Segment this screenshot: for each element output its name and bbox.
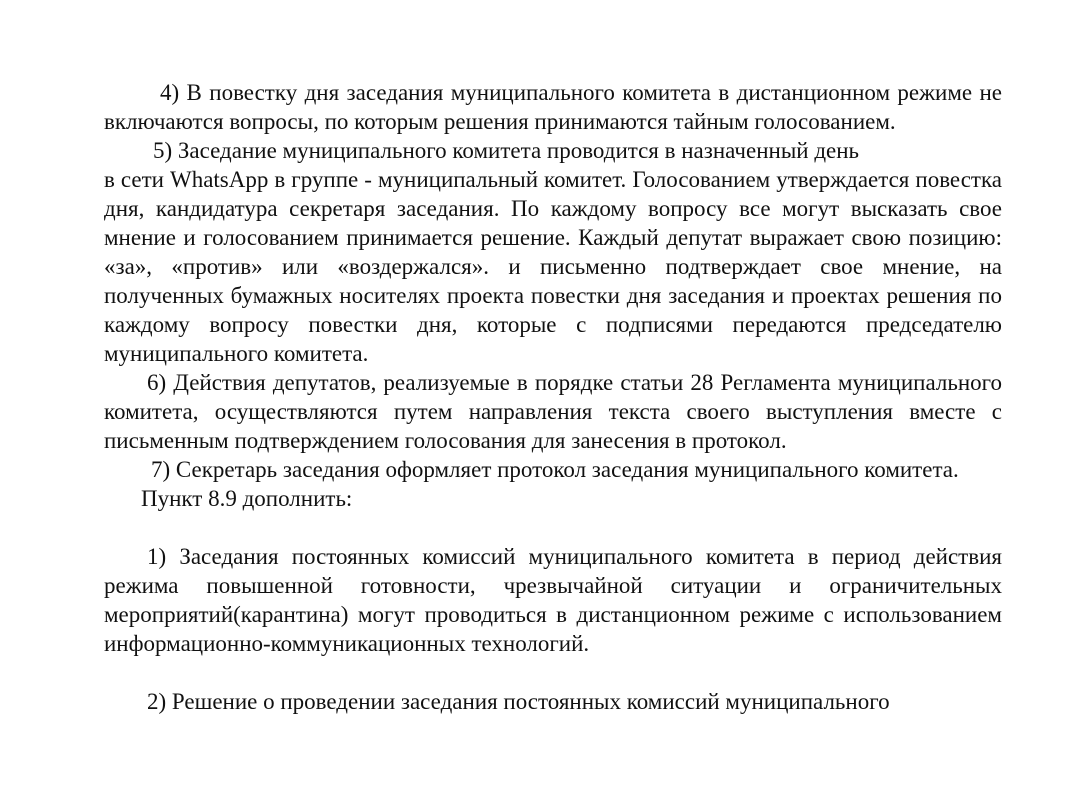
paragraph-4: 4) В повестку дня заседания муниципального комитета в дистанционном режиме не включаются вопросы, по которым решения принимаются тайным голосованием. [104, 80, 1002, 134]
paragraph-spacer [104, 513, 1002, 542]
paragraph-2: 2) Решение о проведении заседания постоянных комиссий муниципального [147, 689, 890, 714]
document-body [104, 78, 1002, 716]
paragraph-1: 1) Заседания постоянных комиссий муниципального комитета в период действия режима повышенной готовности, чрезвычайной ситуации и ограничительных мероприятий(карантина) могут проводиться в дистанционном режиме с использованием информационно-коммуникационных технологий. [104, 544, 1002, 656]
paragraph-8-9-heading: Пункт 8.9 дополнить: [141, 486, 353, 511]
paragraph-5-first-line: 5) Заседание муниципального комитета проводится в назначенный день [153, 138, 860, 163]
paragraph-spacer [104, 658, 1002, 687]
paragraph-6: 6) Действия депутатов, реализуемые в порядке статьи 28 Регламента муниципального комитета, осуществляются путем направления текста своего выступления вместе с письменным подтверждением голосования для занесения в протокол. [104, 370, 1002, 453]
paragraph-5: в сети WhatsApp в группе - муниципальный комитет. Голосованием утверждается повестка дня, кандидатура секретаря заседания. По каждому вопросу все могут высказать свое мнение и голосованием принимается решение. Каждый депутат выражает свою позицию: «за», «против» или «воздержался». и письменно подтверждает свое мнение, на полученных бумажных носителях проекта повестки дня заседания и проектах решения по каждому вопросу повестки дня, которые с подписями передаются председателю муниципального комитета. [104, 167, 1002, 366]
paragraph-7: 7) Секретарь заседания оформляет протокол заседания муниципального комитета. [151, 457, 959, 482]
